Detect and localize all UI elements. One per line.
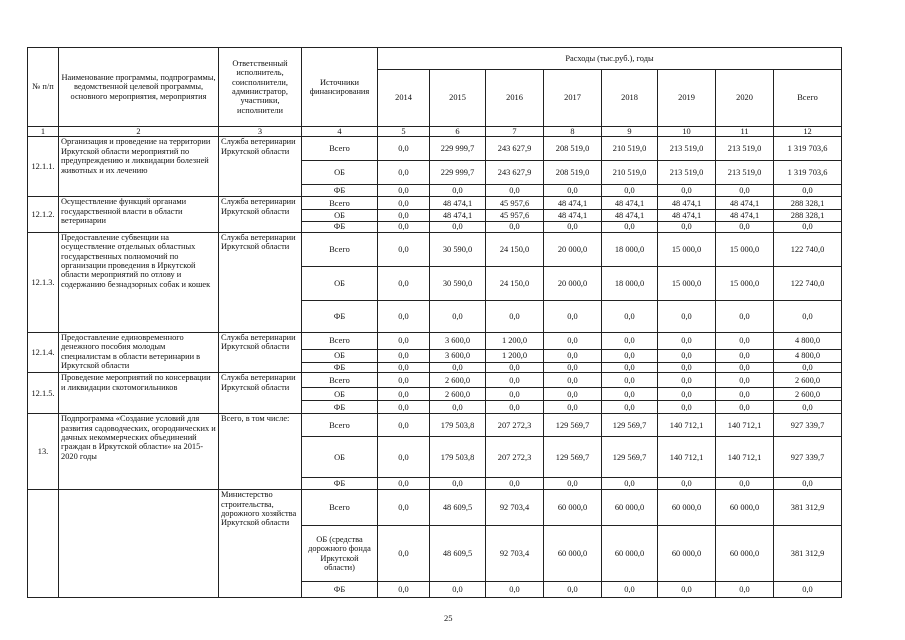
header-year: 2018	[602, 70, 658, 127]
row-source: ОБ	[302, 161, 378, 185]
row-value: 48 474,1	[544, 210, 602, 222]
row-value: 0,0	[486, 222, 544, 232]
row-value: 140 712,1	[658, 414, 716, 437]
row-source: ОБ	[302, 266, 378, 300]
header-name: Наименование программы, подпрограммы, ведомственной целевой программы, основного мероприятия, мероприятия	[59, 48, 219, 127]
table-row	[28, 137, 842, 161]
row-value: 48 474,1	[602, 197, 658, 210]
row-value: 60 000,0	[658, 526, 716, 582]
row-value: 0,0	[486, 388, 544, 401]
row-value: 0,0	[716, 582, 774, 598]
row-value: 210 519,0	[602, 137, 658, 161]
row-value: 0,0	[378, 137, 430, 161]
row-responsible: Министерство строительства, дорожного хозяйства Иркутской области	[219, 490, 302, 598]
row-total-value: 381 312,9	[774, 490, 842, 526]
row-value: 0,0	[658, 300, 716, 332]
row-responsible: Всего, в том числе:	[219, 414, 302, 490]
row-value: 0,0	[430, 185, 486, 197]
row-total-value: 0,0	[774, 478, 842, 490]
row-value: 140 712,1	[716, 437, 774, 478]
row-value: 0,0	[430, 582, 486, 598]
row-value: 0,0	[602, 349, 658, 362]
row-value: 18 000,0	[602, 266, 658, 300]
row-value: 129 569,7	[602, 437, 658, 478]
column-number: 6	[430, 127, 486, 137]
row-value: 0,0	[602, 222, 658, 232]
row-value: 0,0	[378, 300, 430, 332]
row-value: 0,0	[544, 349, 602, 362]
row-value: 140 712,1	[658, 437, 716, 478]
row-value: 0,0	[378, 332, 430, 349]
row-source: ФБ	[302, 185, 378, 197]
row-name: Подпрограмма «Создание условий для развития садоводческих, огороднических и дачных некоммерческих объединений граждан в Иркутской области» на 2015-2020 годы	[59, 414, 219, 490]
row-value: 0,0	[378, 526, 430, 582]
row-value: 60 000,0	[544, 490, 602, 526]
row-source: ФБ	[302, 582, 378, 598]
row-value: 213 519,0	[658, 137, 716, 161]
table-row	[28, 373, 842, 388]
row-value: 0,0	[602, 300, 658, 332]
row-value: 0,0	[430, 300, 486, 332]
row-responsible: Служба ветеринарии Иркутской области	[219, 197, 302, 232]
row-value: 0,0	[544, 222, 602, 232]
table-row	[28, 414, 842, 437]
row-value: 2 600,0	[430, 373, 486, 388]
row-number: 13.	[28, 414, 59, 490]
row-value: 92 703,4	[486, 490, 544, 526]
row-value: 0,0	[378, 222, 430, 232]
row-value: 229 999,7	[430, 137, 486, 161]
row-value: 0,0	[486, 582, 544, 598]
row-value: 0,0	[430, 362, 486, 372]
row-source: ФБ	[302, 401, 378, 414]
row-value: 0,0	[378, 161, 430, 185]
row-total-value: 0,0	[774, 582, 842, 598]
row-total-value: 288 328,1	[774, 210, 842, 222]
row-value: 0,0	[486, 300, 544, 332]
row-value: 0,0	[602, 332, 658, 349]
row-value: 0,0	[378, 490, 430, 526]
row-value: 0,0	[602, 582, 658, 598]
row-total-value: 4 800,0	[774, 349, 842, 362]
row-responsible: Служба ветеринарии Иркутской области	[219, 137, 302, 197]
row-value: 0,0	[486, 401, 544, 414]
row-number: 12.1.1.	[28, 137, 59, 197]
row-value: 0,0	[658, 478, 716, 490]
row-value: 0,0	[602, 185, 658, 197]
row-value: 45 957,6	[486, 210, 544, 222]
row-total-value: 2 600,0	[774, 373, 842, 388]
row-value: 0,0	[378, 197, 430, 210]
row-value: 0,0	[486, 373, 544, 388]
row-value: 0,0	[716, 349, 774, 362]
row-value: 3 600,0	[430, 349, 486, 362]
row-value: 0,0	[658, 401, 716, 414]
header-year: 2017	[544, 70, 602, 127]
row-value: 24 150,0	[486, 232, 544, 266]
row-value: 0,0	[378, 478, 430, 490]
row-value: 0,0	[544, 582, 602, 598]
row-value: 48 474,1	[716, 197, 774, 210]
row-source: ФБ	[302, 478, 378, 490]
row-total-value: 1 319 703,6	[774, 137, 842, 161]
row-value: 20 000,0	[544, 232, 602, 266]
column-number: 11	[716, 127, 774, 137]
row-total-value: 2 600,0	[774, 388, 842, 401]
budget-table	[27, 47, 842, 598]
column-number: 8	[544, 127, 602, 137]
row-value: 0,0	[716, 478, 774, 490]
row-value: 15 000,0	[716, 266, 774, 300]
row-value: 0,0	[486, 362, 544, 372]
row-value: 48 474,1	[658, 210, 716, 222]
row-value: 0,0	[544, 332, 602, 349]
column-number: 1	[28, 127, 59, 137]
row-source: Всего	[302, 414, 378, 437]
row-value: 243 627,9	[486, 137, 544, 161]
row-value: 207 272,3	[486, 437, 544, 478]
row-value: 20 000,0	[544, 266, 602, 300]
row-number: 12.1.3.	[28, 232, 59, 332]
row-value: 0,0	[658, 388, 716, 401]
row-value: 179 503,8	[430, 437, 486, 478]
row-value: 0,0	[378, 185, 430, 197]
row-value: 48 474,1	[544, 197, 602, 210]
row-value: 0,0	[544, 300, 602, 332]
table-row	[28, 232, 842, 266]
row-value: 0,0	[378, 362, 430, 372]
row-value: 129 569,7	[544, 437, 602, 478]
row-value: 2 600,0	[430, 388, 486, 401]
row-value: 213 519,0	[658, 161, 716, 185]
header-year: 2015	[430, 70, 486, 127]
column-number: 12	[774, 127, 842, 137]
row-number: 12.1.5.	[28, 373, 59, 414]
header-expenses: Расходы (тыс.руб.), годы	[378, 48, 842, 70]
row-value: 24 150,0	[486, 266, 544, 300]
row-value: 48 474,1	[658, 197, 716, 210]
row-value: 48 609,5	[430, 490, 486, 526]
column-number: 10	[658, 127, 716, 137]
row-name: Предоставление субвенции на осуществление отдельных областных государственных полномочий по организации проведения в Иркутской области мероприятий по отлову и содержанию безнадзорных собак и кошек	[59, 232, 219, 332]
column-number: 3	[219, 127, 302, 137]
row-value: 0,0	[378, 388, 430, 401]
row-total-value: 288 328,1	[774, 197, 842, 210]
row-value: 0,0	[602, 478, 658, 490]
row-source: Всего	[302, 332, 378, 349]
row-value: 48 474,1	[430, 210, 486, 222]
row-responsible: Служба ветеринарии Иркутской области	[219, 373, 302, 414]
row-value: 48 609,5	[430, 526, 486, 582]
row-total-value: 0,0	[774, 401, 842, 414]
row-value: 0,0	[544, 388, 602, 401]
row-value: 48 474,1	[430, 197, 486, 210]
row-value: 60 000,0	[716, 490, 774, 526]
row-value: 0,0	[716, 388, 774, 401]
row-total-value: 1 319 703,6	[774, 161, 842, 185]
header-responsible: Ответственный исполнитель, соисполнители, администратор, участники, исполнители	[219, 48, 302, 127]
row-total-value: 0,0	[774, 362, 842, 372]
row-value: 0,0	[716, 222, 774, 232]
table-row	[28, 332, 842, 349]
row-value: 0,0	[378, 349, 430, 362]
row-value: 15 000,0	[658, 266, 716, 300]
row-total-value: 927 339,7	[774, 414, 842, 437]
row-value: 243 627,9	[486, 161, 544, 185]
row-value: 210 519,0	[602, 161, 658, 185]
row-total-value: 381 312,9	[774, 526, 842, 582]
header-total: Всего	[774, 70, 842, 127]
row-value: 15 000,0	[716, 232, 774, 266]
row-value: 213 519,0	[716, 137, 774, 161]
row-total-value: 0,0	[774, 185, 842, 197]
row-value: 0,0	[378, 437, 430, 478]
column-number: 4	[302, 127, 378, 137]
row-value: 0,0	[544, 478, 602, 490]
row-value: 0,0	[716, 332, 774, 349]
row-source: ФБ	[302, 222, 378, 232]
row-source: ОБ	[302, 388, 378, 401]
row-source: Всего	[302, 197, 378, 210]
row-value: 0,0	[430, 478, 486, 490]
row-value: 213 519,0	[716, 161, 774, 185]
row-source: ФБ	[302, 362, 378, 372]
row-value: 0,0	[716, 300, 774, 332]
row-source: Всего	[302, 137, 378, 161]
row-responsible: Служба ветеринарии Иркутской области	[219, 332, 302, 372]
row-source: Всего	[302, 490, 378, 526]
row-total-value: 0,0	[774, 300, 842, 332]
row-value: 208 519,0	[544, 161, 602, 185]
header-num: № п/п	[28, 48, 59, 127]
row-value: 45 957,6	[486, 197, 544, 210]
row-total-value: 122 740,0	[774, 266, 842, 300]
row-value: 1 200,0	[486, 349, 544, 362]
row-name	[59, 490, 219, 598]
row-value: 0,0	[544, 362, 602, 372]
row-value: 140 712,1	[716, 414, 774, 437]
row-source: ОБ	[302, 437, 378, 478]
row-value: 18 000,0	[602, 232, 658, 266]
column-number: 7	[486, 127, 544, 137]
row-source: ФБ	[302, 300, 378, 332]
row-value: 60 000,0	[602, 526, 658, 582]
row-value: 0,0	[378, 373, 430, 388]
row-source: ОБ	[302, 210, 378, 222]
header-year: 2019	[658, 70, 716, 127]
row-value: 0,0	[658, 582, 716, 598]
row-value: 0,0	[716, 185, 774, 197]
row-number: 12.1.2.	[28, 197, 59, 232]
row-value: 0,0	[658, 373, 716, 388]
row-number	[28, 490, 59, 598]
header-source: Источники финансирования	[302, 48, 378, 127]
row-value: 0,0	[430, 222, 486, 232]
row-number: 12.1.4.	[28, 332, 59, 372]
row-value: 0,0	[658, 349, 716, 362]
row-value: 179 503,8	[430, 414, 486, 437]
row-name: Предоставление единовременного денежного пособия молодым специалистам в области ветеринарии в Иркутской области	[59, 332, 219, 372]
row-value: 129 569,7	[544, 414, 602, 437]
row-value: 0,0	[602, 373, 658, 388]
header-year: 2016	[486, 70, 544, 127]
row-value: 129 569,7	[602, 414, 658, 437]
header-year: 2014	[378, 70, 430, 127]
page-number: 25	[444, 613, 453, 623]
row-value: 0,0	[544, 373, 602, 388]
row-value: 0,0	[544, 401, 602, 414]
row-value: 0,0	[716, 401, 774, 414]
row-name: Организация и проведение на территории Иркутской области мероприятий по предупреждению и ликвидации болезней животных и их лечению	[59, 137, 219, 197]
column-number: 9	[602, 127, 658, 137]
row-value: 0,0	[716, 373, 774, 388]
row-responsible: Служба ветеринарии Иркутской области	[219, 232, 302, 332]
row-value: 0,0	[486, 185, 544, 197]
row-total-value: 0,0	[774, 222, 842, 232]
row-value: 48 474,1	[602, 210, 658, 222]
row-value: 30 590,0	[430, 232, 486, 266]
row-value: 0,0	[602, 388, 658, 401]
table-row	[28, 490, 842, 526]
row-value: 0,0	[658, 362, 716, 372]
row-value: 0,0	[486, 478, 544, 490]
row-value: 208 519,0	[544, 137, 602, 161]
row-value: 1 200,0	[486, 332, 544, 349]
row-value: 30 590,0	[430, 266, 486, 300]
row-total-value: 4 800,0	[774, 332, 842, 349]
row-value: 0,0	[378, 414, 430, 437]
column-number: 2	[59, 127, 219, 137]
row-value: 0,0	[544, 185, 602, 197]
column-number: 5	[378, 127, 430, 137]
row-value: 0,0	[378, 232, 430, 266]
row-value: 0,0	[378, 210, 430, 222]
row-value: 15 000,0	[658, 232, 716, 266]
row-value: 0,0	[602, 401, 658, 414]
row-value: 0,0	[602, 362, 658, 372]
row-value: 60 000,0	[658, 490, 716, 526]
row-source: ОБ	[302, 349, 378, 362]
row-value: 92 703,4	[486, 526, 544, 582]
row-total-value: 122 740,0	[774, 232, 842, 266]
row-value: 3 600,0	[430, 332, 486, 349]
row-name: Проведение мероприятий по консервации и ликвидации скотомогильников	[59, 373, 219, 414]
header-year: 2020	[716, 70, 774, 127]
row-value: 0,0	[430, 401, 486, 414]
row-value: 229 999,7	[430, 161, 486, 185]
row-value: 0,0	[716, 362, 774, 372]
row-source: ОБ (средства дорожного фонда Иркутской области)	[302, 526, 378, 582]
row-value: 60 000,0	[544, 526, 602, 582]
row-value: 60 000,0	[716, 526, 774, 582]
row-value: 0,0	[658, 222, 716, 232]
row-value: 207 272,3	[486, 414, 544, 437]
row-value: 0,0	[658, 185, 716, 197]
row-name: Осуществление функций органами государственной власти в области ветеринарии	[59, 197, 219, 232]
row-value: 0,0	[658, 332, 716, 349]
row-value: 48 474,1	[716, 210, 774, 222]
row-value: 0,0	[378, 401, 430, 414]
row-value: 0,0	[378, 582, 430, 598]
row-source: Всего	[302, 373, 378, 388]
row-value: 0,0	[378, 266, 430, 300]
row-total-value: 927 339,7	[774, 437, 842, 478]
row-source: Всего	[302, 232, 378, 266]
row-value: 60 000,0	[602, 490, 658, 526]
table-row	[28, 197, 842, 210]
